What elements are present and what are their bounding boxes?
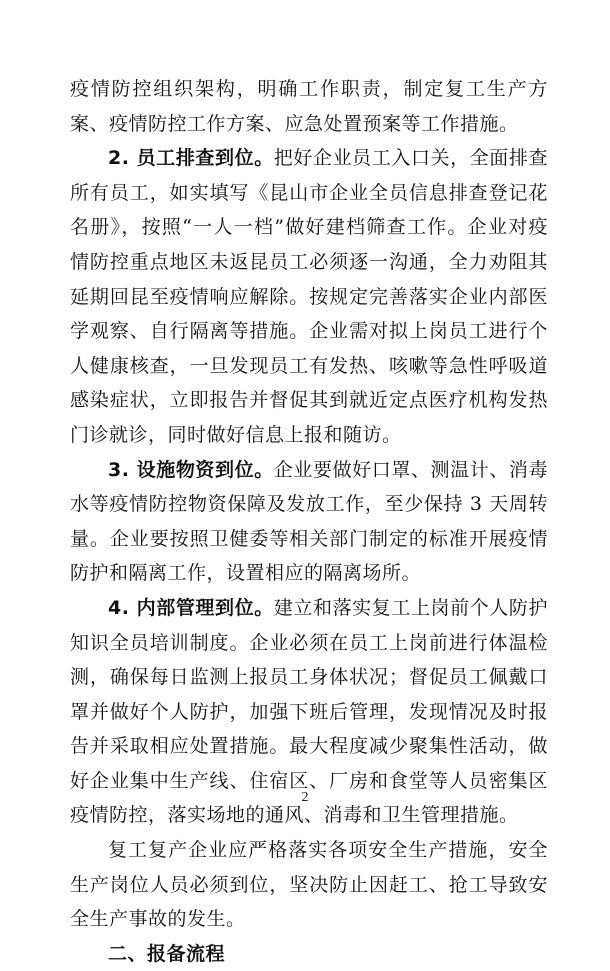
paragraph-lead: 2. 员工排查到位。 xyxy=(108,147,274,170)
paragraph-text: 复工复产企业应严格落实各项安全生产措施，安全生产岗位人员必须到位，坚决防止因赶工、抢工导致安全生产事故的发生。 xyxy=(70,839,548,931)
paragraph-lead: 3. 设施物资到位。 xyxy=(108,458,274,481)
paragraph-staff-screening xyxy=(70,141,548,452)
paragraph-lead: 4. 内部管理到位。 xyxy=(108,596,274,619)
page-number: 2 xyxy=(301,790,309,805)
paragraph-text: 把好企业员工入口关，全面排查所有员工，如实填写《昆山市企业全员信息排查登记花名册》，按照“一人一档”做好建档筛查工作。企业对疫情防控重点地区未返昆员工必须逐一沟通，全力劝阻其延期回昆至疫情响应解除。按规定完善落实企业内部医学观察、自行隔离等措施。企业需对拟上岗员工进行个人健康核查，一旦发现员工有发热、咳嗽等急性呼吸道感染症状，立即报告并督促其到就近定点医疗机构发热门诊就诊，同时做好信息上报和随访。 xyxy=(70,147,548,446)
paragraph-text: 疫情防控组织架构，明确工作职责，制定复工生产方案、疫情防控工作方案、应急处置预案等工作措施。 xyxy=(70,78,548,135)
paragraph-text: 企业要做好口罩、测温计、消毒水等疫情防控物资保障及发放工作，至少保持 3 天周转量。企业要按照卫健委等相关部门制定的标准开展疫情防护和隔离工作，设置相应的隔离场所。 xyxy=(70,458,548,585)
section-heading: 二、报备流程 xyxy=(108,942,226,965)
paragraph-text: 建立和落实复工上岗前个人防护知识全员培训制度。企业必须在员工上岗前进行体温检测，确保每日监测上报员工身体状况；督促员工佩戴口罩并做好个人防护，加强下班后管理，发现情况及时报告并采取相应处置措施。最大程度减少聚集性活动，做好企业集中生产线、住宿区、厂房和食堂等人员密集区疫情防控，落实场地的通风、消毒和卫生管理措施。 xyxy=(70,596,548,827)
paragraph-supplies xyxy=(70,453,548,591)
paragraph-continuation xyxy=(70,72,548,141)
paragraph-safety xyxy=(70,833,548,937)
body-text xyxy=(70,72,548,971)
